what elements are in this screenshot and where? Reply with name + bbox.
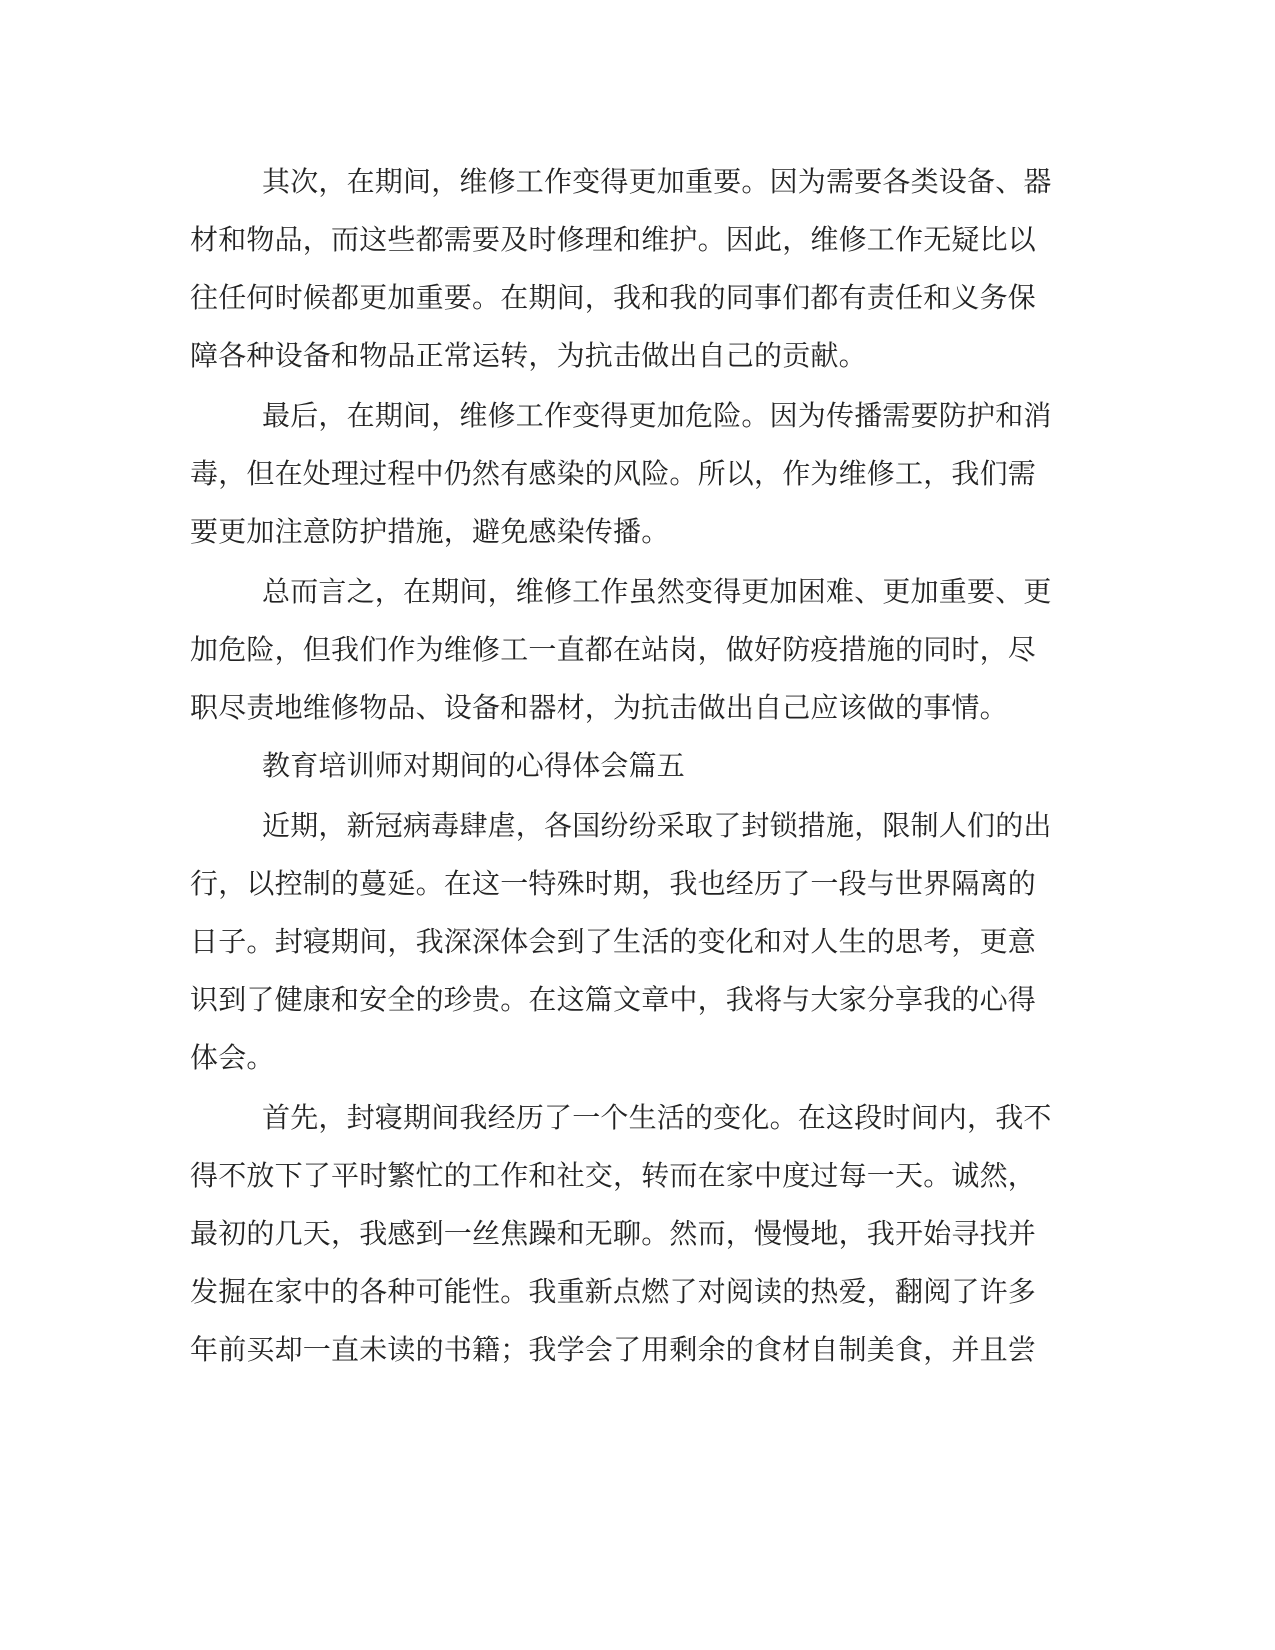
text-line: 首先，封寝期间我经历了一个生活的变化。在这段时间内，我不 bbox=[262, 1101, 1052, 1134]
text-line: 毒，但在处理过程中仍然有感染的风险。所以，作为维修工，我们需 bbox=[190, 457, 1037, 490]
text-line: 最初的几天，我感到一丝焦躁和无聊。然而，慢慢地，我开始寻找并 bbox=[190, 1217, 1037, 1250]
text-line: 材和物品，而这些都需要及时修理和维护。因此，维修工作无疑比以 bbox=[190, 223, 1037, 256]
section-heading: 教育培训师对期间的心得体会篇五 bbox=[262, 749, 686, 782]
text-line: 体会。 bbox=[190, 1041, 275, 1074]
text-line: 日子。封寝期间，我深深体会到了生活的变化和对人生的思考，更意 bbox=[190, 925, 1037, 958]
text-line: 识到了健康和安全的珍贵。在这篇文章中，我将与大家分享我的心得 bbox=[190, 983, 1037, 1016]
text-line: 得不放下了平时繁忙的工作和社交，转而在家中度过每一天。诚然， bbox=[190, 1159, 1037, 1192]
text-line: 年前买却一直未读的书籍；我学会了用剩余的食材自制美食，并且尝 bbox=[190, 1333, 1037, 1366]
text-line: 要更加注意防护措施，避免感染传播。 bbox=[190, 515, 670, 548]
text-line: 职尽责地维修物品、设备和器材，为抗击做出自己应该做的事情。 bbox=[190, 691, 1008, 724]
text-line: 障各种设备和物品正常运转，为抗击做出自己的贡献。 bbox=[190, 339, 867, 372]
text-line: 行，以控制的蔓延。在这一特殊时期，我也经历了一段与世界隔离的 bbox=[190, 867, 1037, 900]
text-line: 最后，在期间，维修工作变得更加危险。因为传播需要防护和消 bbox=[262, 399, 1052, 432]
text-line: 往任何时候都更加重要。在期间，我和我的同事们都有责任和义务保 bbox=[190, 281, 1037, 314]
text-line: 加危险，但我们作为维修工一直都在站岗，做好防疫措施的同时，尽 bbox=[190, 633, 1037, 666]
text-line: 发掘在家中的各种可能性。我重新点燃了对阅读的热爱，翻阅了许多 bbox=[190, 1275, 1037, 1308]
text-line: 其次，在期间，维修工作变得更加重要。因为需要各类设备、器 bbox=[262, 165, 1052, 198]
text-line: 总而言之，在期间，维修工作虽然变得更加困难、更加重要、更 bbox=[262, 575, 1052, 608]
text-line: 近期，新冠病毒肆虐，各国纷纷采取了封锁措施，限制人们的出 bbox=[262, 809, 1052, 842]
